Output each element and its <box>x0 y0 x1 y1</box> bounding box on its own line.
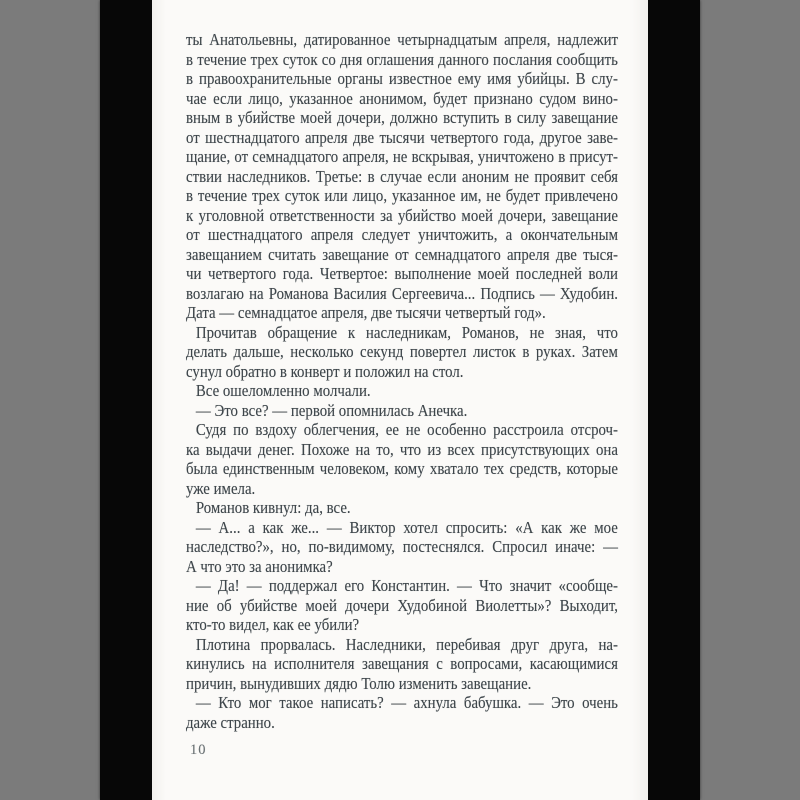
text-line: ты Анатольевны, датированное четырнадцатым апреля, надлежит <box>186 30 618 49</box>
text-line: была единственным человеком, кому хватало тех средств, которые <box>186 459 618 478</box>
text-line: уже имела. <box>186 478 256 498</box>
text-line: кто-то видел, как ее убили? <box>186 615 360 634</box>
text-line: вным в убийстве моей дочери, должно вступить в силу завещание <box>186 108 618 127</box>
text-line: в течение трех суток со дня оглашения данного послания сообщить <box>186 49 618 69</box>
book-edge-right <box>648 0 700 800</box>
text-line: — Да! — поддержал его Константин. — Что значит «сообще- <box>195 576 618 595</box>
text-line: ние об убийстве моей дочери Худобиной Виолетты»? Выходит, <box>186 595 618 615</box>
text-line: в правоохранительные органы известное ему имя убийцы. В слу- <box>186 69 618 88</box>
book-page <box>152 0 648 800</box>
text-line: ствии наследников. Третье: в случае если аноним не проявит себя <box>186 166 618 186</box>
text-line: Дата — семнадцатое апреля, две тысячи четвертый год». <box>186 303 546 322</box>
text-line: Плотина прорвалась. Наследники, перебивая друг друга, на- <box>195 634 618 654</box>
text-line: Романов кивнул: да, все. <box>195 498 351 517</box>
text-line: чае если лицо, указанное анонимом, будет признано судом вино- <box>186 88 618 108</box>
text-line: Все ошеломленно молчали. <box>195 381 371 400</box>
text-line: ка выдачи денег. Похоже на то, что из всех присутствующих она <box>186 439 618 459</box>
text-line: к уголовной ответственности за убийство моей дочери, завещание <box>186 205 618 225</box>
text-line: делать дальше, несколько секунд повертел листок в руках. Затем <box>186 342 618 361</box>
text-line: Судя по вздоху облегчения, ее не особенно расстроила отсроч- <box>195 420 618 439</box>
text-line: наследство?», но, по-видимому, постеснялся. Спросил иначе: — <box>186 537 618 556</box>
text-line: кинулись на исполнителя завещания с вопросами, касающимися <box>186 654 618 673</box>
text-line: — А... а как же... — Виктор хотел спросить: «А как же мое <box>195 517 618 537</box>
text-line: от шестнадцатого апреля две тысячи четвертого года, другое заве- <box>186 127 618 147</box>
text-line: — Это все? — первой опомнилась Анечка. <box>195 400 468 420</box>
page-number: 10 <box>190 742 207 758</box>
text-line: от шестнадцатого апреля следует уничтожить, а окончательным <box>186 225 618 244</box>
text-line: щание, от семнадцатого апреля, не вскрывая, уничтожено в присут- <box>186 147 618 166</box>
page-text <box>186 30 618 732</box>
text-line: Прочитав обращение к наследникам, Романов, не зная, что <box>195 322 618 342</box>
text-line: — Кто мог такое написать? — ахнула бабушка. — Это очень <box>195 693 618 712</box>
text-line: возлагаю на Романова Василия Сергеевича... Подпись — Худобин. <box>186 283 618 303</box>
book-edge-left <box>100 0 152 800</box>
text-line: в течение трех суток или лицо, указанное им, не будет привлечено <box>186 186 618 205</box>
text-line: сунул обратно в конверт и положил на стол. <box>186 361 464 381</box>
text-line: А что это за анонимка? <box>186 556 333 576</box>
text-line: завещанием считать завещание от семнадцатого апреля две тыся- <box>186 244 618 264</box>
text-line: причин, вынудивших дядю Толю изменить завещание. <box>186 673 532 693</box>
text-line: даже странно. <box>186 712 275 732</box>
text-line: чи четвертого года. Четвертое: выполнение моей последней воли <box>186 264 618 283</box>
